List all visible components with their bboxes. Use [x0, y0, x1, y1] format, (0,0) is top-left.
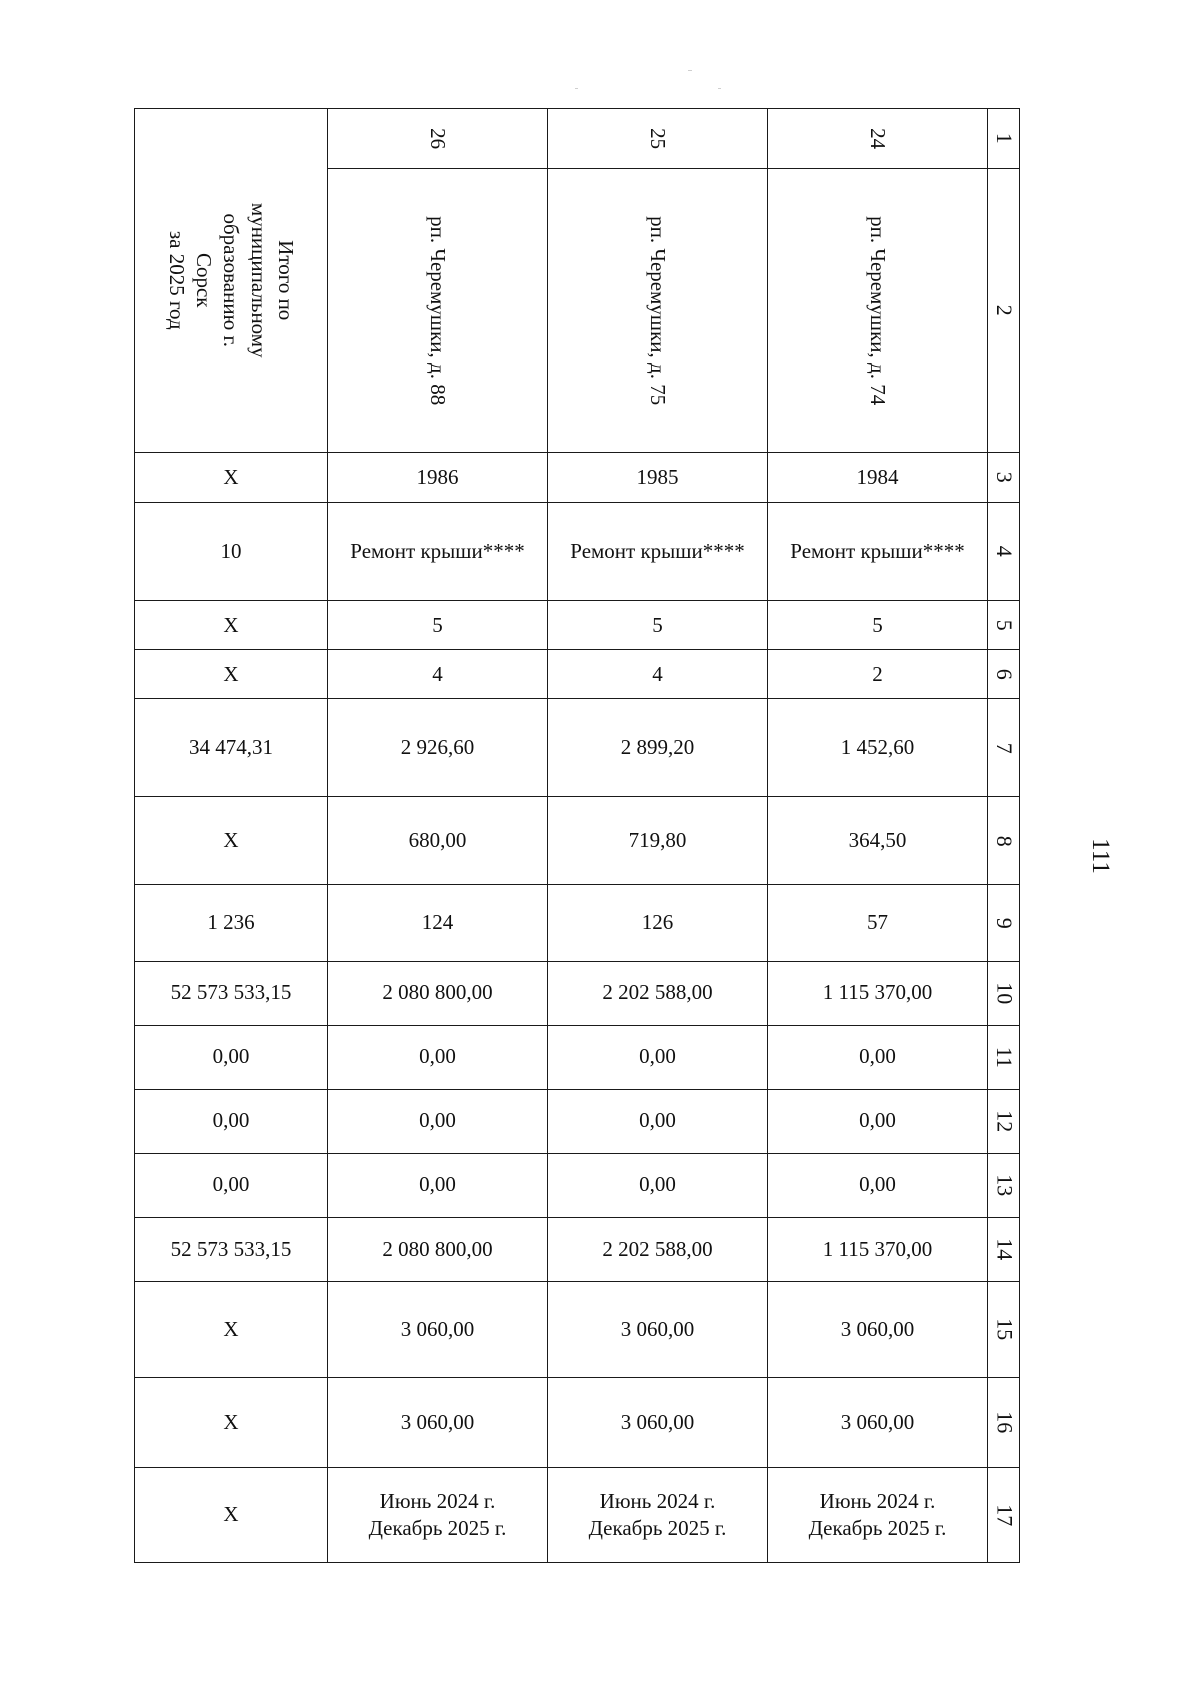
data-cell: 1 115 370,00 [768, 1217, 988, 1281]
data-cell: Ремонт крыши**** [328, 503, 548, 601]
total-cell: 0,00 [135, 1153, 328, 1217]
row-index-cell: 14 [988, 1217, 1020, 1281]
data-cell: Июнь 2024 г. Декабрь 2025 г. [548, 1467, 768, 1562]
data-cell: 680,00 [328, 797, 548, 885]
data-cell: 2 899,20 [548, 699, 768, 797]
house-number-cell: 26 [328, 109, 548, 169]
data-cell: 2 080 800,00 [328, 961, 548, 1025]
data-cell: 0,00 [768, 1025, 988, 1089]
table-row [135, 699, 1020, 797]
data-cell: 0,00 [548, 1025, 768, 1089]
row-index-cell: 11 [988, 1025, 1020, 1089]
total-cell: 34 474,31 [135, 699, 328, 797]
table-row [135, 650, 1020, 699]
data-cell: 0,00 [548, 1153, 768, 1217]
total-cell: 0,00 [135, 1025, 328, 1089]
house-address-cell: рп. Черемушки, д. 75 [548, 169, 768, 453]
data-cell: Ремонт крыши**** [768, 503, 988, 601]
total-cell: X [135, 453, 328, 503]
data-cell: 0,00 [328, 1025, 548, 1089]
data-cell: 1 452,60 [768, 699, 988, 797]
data-cell: 124 [328, 885, 548, 961]
data-cell: 1 115 370,00 [768, 961, 988, 1025]
table-row [135, 1281, 1020, 1377]
data-cell: Июнь 2024 г. Декабрь 2025 г. [768, 1467, 988, 1562]
data-cell: 3 060,00 [328, 1281, 548, 1377]
house-number-cell: 24 [768, 109, 988, 169]
data-cell: 719,80 [548, 797, 768, 885]
table-row [135, 1025, 1020, 1089]
row-index-cell: 7 [988, 699, 1020, 797]
table-row [135, 1377, 1020, 1467]
row-index-cell: 8 [988, 797, 1020, 885]
row-index-cell: 10 [988, 961, 1020, 1025]
data-cell: 5 [328, 601, 548, 650]
row-index-cell: 6 [988, 650, 1020, 699]
total-cell: 1 236 [135, 885, 328, 961]
table-row [135, 1153, 1020, 1217]
data-cell: 2 202 588,00 [548, 961, 768, 1025]
table-row [135, 503, 1020, 601]
header-row-numbers [135, 109, 1020, 169]
data-cell: 5 [768, 601, 988, 650]
data-cell: 0,00 [768, 1153, 988, 1217]
total-header-cell [135, 109, 328, 453]
row-index-cell: 15 [988, 1281, 1020, 1377]
data-cell: 364,50 [768, 797, 988, 885]
data-cell: 4 [548, 650, 768, 699]
data-cell: 3 060,00 [548, 1377, 768, 1467]
total-cell: 0,00 [135, 1089, 328, 1153]
data-cell: Ремонт крыши**** [548, 503, 768, 601]
row-index-cell: 3 [988, 453, 1020, 503]
data-cell: 1986 [328, 453, 548, 503]
total-cell: 52 573 533,15 [135, 961, 328, 1025]
total-cell: 52 573 533,15 [135, 1217, 328, 1281]
house-address-cell: рп. Черемушки, д. 74 [768, 169, 988, 453]
data-cell: 57 [768, 885, 988, 961]
data-cell: 1984 [768, 453, 988, 503]
total-cell: X [135, 1281, 328, 1377]
data-cell: 2 202 588,00 [548, 1217, 768, 1281]
house-number-cell: 25 [548, 109, 768, 169]
total-cell: X [135, 650, 328, 699]
data-cell: 126 [548, 885, 768, 961]
row-index-cell: 13 [988, 1153, 1020, 1217]
table-row [135, 1089, 1020, 1153]
table-row [135, 961, 1020, 1025]
house-address-cell: рп. Черемушки, д. 88 [328, 169, 548, 453]
column-number-cell: 1 [988, 109, 1020, 169]
row-index-cell: 4 [988, 503, 1020, 601]
total-cell: X [135, 1467, 328, 1562]
row-index-cell: 16 [988, 1377, 1020, 1467]
total-cell: X [135, 1377, 328, 1467]
data-cell: 0,00 [328, 1153, 548, 1217]
table-row [135, 601, 1020, 650]
data-cell: 0,00 [768, 1089, 988, 1153]
table-row [135, 453, 1020, 503]
total-cell: 10 [135, 503, 328, 601]
data-cell: 4 [328, 650, 548, 699]
data-cell: 3 060,00 [328, 1377, 548, 1467]
table-row [135, 797, 1020, 885]
data-cell: 0,00 [328, 1089, 548, 1153]
page-number: 111 [1086, 838, 1114, 874]
data-cell: 3 060,00 [548, 1281, 768, 1377]
data-cell: 2 926,60 [328, 699, 548, 797]
total-cell: X [135, 601, 328, 650]
data-cell: 3 060,00 [768, 1377, 988, 1467]
document-table [134, 108, 1020, 1563]
table-row [135, 1467, 1020, 1562]
total-cell: X [135, 797, 328, 885]
row-index-cell: 17 [988, 1467, 1020, 1562]
column-number-cell: 2 [988, 169, 1020, 453]
data-cell: 3 060,00 [768, 1281, 988, 1377]
data-cell: 2 080 800,00 [328, 1217, 548, 1281]
row-index-cell: 5 [988, 601, 1020, 650]
total-header-label: Итого по муниципальному образованию г. Сорск за 2025 год [165, 203, 299, 358]
data-cell: 1985 [548, 453, 768, 503]
data-cell: 5 [548, 601, 768, 650]
row-index-cell: 12 [988, 1089, 1020, 1153]
table-row [135, 885, 1020, 961]
data-cell: 0,00 [548, 1089, 768, 1153]
data-cell: Июнь 2024 г. Декабрь 2025 г. [328, 1467, 548, 1562]
data-cell: 2 [768, 650, 988, 699]
table-row [135, 1217, 1020, 1281]
row-index-cell: 9 [988, 885, 1020, 961]
